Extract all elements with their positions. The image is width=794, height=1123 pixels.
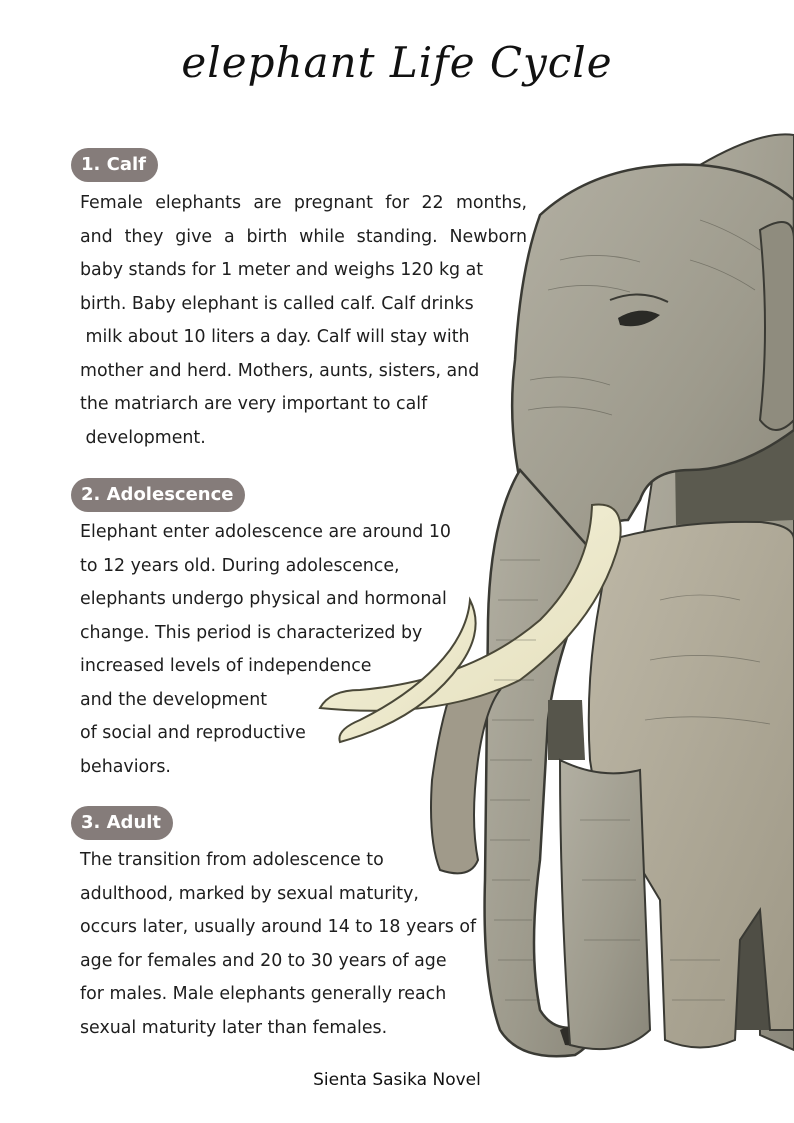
text-line: mother and herd. Mothers, aunts, sisters, and <box>80 360 480 381</box>
section-label-adult: 3. Adult <box>71 806 173 840</box>
text-line: baby stands for 1 meter and weighs 120 kg at <box>80 260 484 280</box>
text-line: the matriarch are very important to calf <box>80 394 428 414</box>
text-line: elephants undergo physical and hormonal <box>80 589 447 609</box>
text-line: Elephant enter adolescence are around 10 <box>80 522 451 542</box>
text-line: sexual maturity later than females. <box>80 1017 388 1038</box>
text-line: and they give a birth while standing. Newborn <box>80 226 527 247</box>
text-line: increased levels of independence <box>80 656 372 676</box>
text-line: behaviors. <box>80 756 171 777</box>
text-line: birth. Baby elephant is called calf. Calf drinks <box>80 293 474 314</box>
section-label-calf: 1. Calf <box>71 148 158 182</box>
text-line: for males. Male elephants generally reach <box>80 984 447 1004</box>
text-line: age for females and 20 to 30 years of age <box>80 950 447 971</box>
text-line: development. <box>80 427 206 448</box>
text-line: of social and reproductive <box>80 723 306 743</box>
section-text-adolescence <box>80 516 480 784</box>
text-line: Female elephants are pregnant for 22 months, <box>80 193 527 213</box>
section-label-adolescence: 2. Adolescence <box>71 478 245 512</box>
text-line: to 12 years old. During adolescence, <box>80 555 400 576</box>
text-line: milk about 10 liters a day. Calf will stay with <box>80 327 470 347</box>
page-title: elephant Life Cycle <box>181 38 613 87</box>
text-line: adulthood, marked by sexual maturity, <box>80 883 419 904</box>
adult-elephant-leg <box>560 760 650 1049</box>
text-line: change. This period is characterized by <box>80 622 423 643</box>
text-line: occurs later, usually around 14 to 18 years of <box>80 917 477 937</box>
adult-elephant-ear <box>760 222 794 430</box>
section-text-calf <box>80 187 527 455</box>
section-text-adult <box>80 844 480 1045</box>
text-line: The transition from adolescence to <box>80 850 384 870</box>
author-credit: Sienta Sasika Novel <box>313 1070 481 1090</box>
text-line: and the development <box>80 689 268 710</box>
